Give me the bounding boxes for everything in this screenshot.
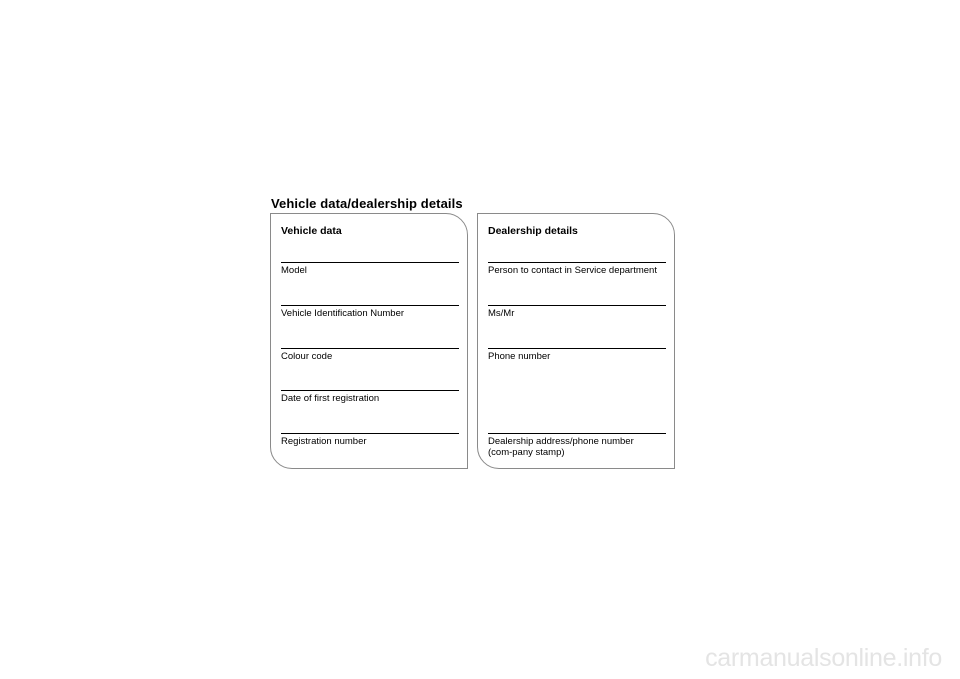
colour-code-label: Colour code [281, 351, 333, 362]
model-label: Model [281, 265, 307, 276]
vehicle-data-heading: Vehicle data [281, 225, 342, 237]
vin-field[interactable] [281, 305, 459, 319]
registration-number-label: Registration number [281, 436, 367, 447]
vin-line[interactable] [281, 305, 459, 306]
dealership-details-heading: Dealership details [488, 225, 578, 237]
first-registration-field[interactable] [281, 390, 459, 404]
page-title: Vehicle data/dealership details [271, 196, 463, 211]
registration-number-line[interactable] [281, 433, 459, 434]
dealership-address-label: Dealership address/phone number (com-pany stamp) [488, 436, 634, 458]
service-contact-field[interactable] [488, 262, 666, 276]
vehicle-data-card [270, 213, 468, 469]
first-registration-label: Date of first registration [281, 393, 380, 404]
ms-mr-line[interactable] [488, 305, 666, 306]
ms-mr-label: Ms/Mr [488, 308, 515, 319]
model-line[interactable] [281, 262, 459, 263]
colour-code-field[interactable] [281, 348, 459, 362]
service-contact-line[interactable] [488, 262, 666, 263]
phone-number-line[interactable] [488, 348, 666, 349]
ms-mr-field[interactable] [488, 305, 666, 319]
model-field[interactable] [281, 262, 459, 276]
registration-number-field[interactable] [281, 433, 459, 447]
phone-number-field[interactable] [488, 348, 666, 362]
colour-code-line[interactable] [281, 348, 459, 349]
vin-label: Vehicle Identification Number [281, 308, 405, 319]
dealership-address-line[interactable] [488, 433, 666, 434]
phone-number-label: Phone number [488, 351, 551, 362]
dealership-address-field[interactable] [488, 433, 666, 458]
first-registration-line[interactable] [281, 390, 459, 391]
dealership-details-card [477, 213, 675, 469]
watermark: carmanualsonline.info [705, 644, 942, 672]
service-contact-label: Person to contact in Service department [488, 265, 657, 276]
